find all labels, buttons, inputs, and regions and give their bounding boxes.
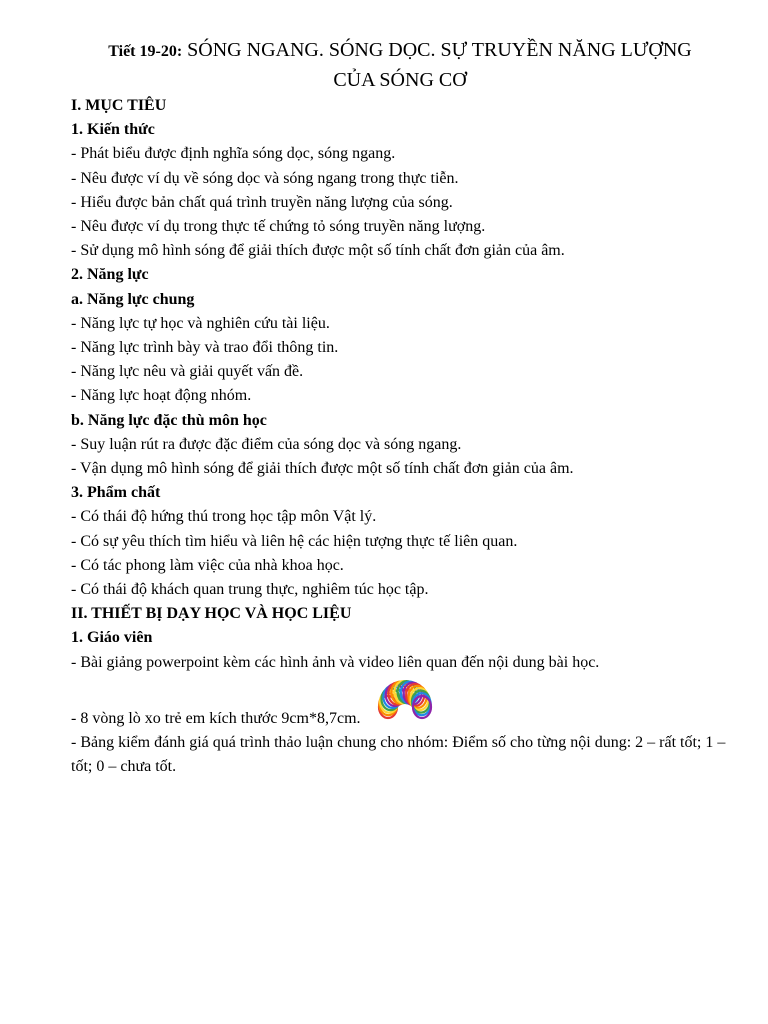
list-item: - Năng lực trình bày và trao đổi thông tin. bbox=[71, 339, 339, 357]
quality-heading: 3. Phẩm chất bbox=[71, 484, 161, 502]
list-item: - Năng lực hoạt động nhóm. bbox=[71, 387, 252, 405]
list-item: - Nêu được ví dụ trong thực tế chứng tỏ sóng truyền năng lượng. bbox=[71, 218, 486, 236]
list-item: - Có thái độ hứng thú trong học tập môn Vật lý. bbox=[71, 508, 377, 526]
specific-ability-heading: b. Năng lực đặc thù môn học bbox=[71, 411, 267, 429]
spring-list-item bbox=[71, 675, 736, 731]
list-item: - Năng lực tự học và nghiên cứu tài liệu. bbox=[71, 314, 330, 332]
list-item: - Có thái độ khách quan trung thực, nghiêm túc học tập. bbox=[71, 581, 429, 599]
list-item: - Vận dụng mô hình sóng để giải thích được một số tính chất đơn giản của âm. bbox=[71, 460, 574, 478]
list-item: - Bảng kiểm đánh giá quá trình thảo luận chung cho nhóm: Điểm số cho từng nội dung: 2 – rất tốt; 1 – tốt; 0 – chưa tốt. bbox=[71, 733, 726, 776]
list-item: - Bài giảng powerpoint kèm các hình ảnh và video liên quan đến nội dung bài học. bbox=[71, 653, 600, 671]
title-main-line2: CỦA SÓNG CƠ bbox=[333, 69, 467, 91]
list-item: - Năng lực nêu và giải quyết vấn đề. bbox=[71, 363, 304, 381]
list-item: - Suy luận rút ra được đặc điểm của sóng dọc và sóng ngang. bbox=[71, 435, 462, 453]
rainbow-slinky-icon bbox=[375, 677, 435, 725]
section2-heading: II. THIẾT BỊ DẠY HỌC VÀ HỌC LIỆU bbox=[71, 605, 352, 623]
section1-heading: I. MỤC TIÊU bbox=[71, 97, 167, 114]
list-item: - Phát biểu được định nghĩa sóng dọc, sóng ngang. bbox=[71, 145, 396, 163]
ability-heading: 2. Năng lực bbox=[71, 266, 149, 284]
title-prefix: Tiết 19-20: bbox=[108, 43, 183, 60]
list-item: - Có tác phong làm việc của nhà khoa học. bbox=[71, 556, 344, 574]
list-item: - 8 vòng lò xo trẻ em kích thước 9cm*8,7cm. bbox=[71, 709, 361, 727]
list-item: - Hiểu được bản chất quá trình truyền năng lượng của sóng. bbox=[71, 193, 453, 211]
teacher-heading: 1. Giáo viên bbox=[71, 629, 153, 647]
lesson-title bbox=[60, 36, 740, 94]
title-main-line1: SÓNG NGANG. SÓNG DỌC. SỰ TRUYỀN NĂNG LƯỢNG bbox=[187, 39, 692, 61]
knowledge-heading: 1. Kiến thức bbox=[71, 121, 155, 139]
list-item: - Sử dụng mô hình sóng để giải thích được một số tính chất đơn giản của âm. bbox=[71, 242, 565, 260]
document-body bbox=[71, 94, 736, 779]
list-item: - Có sự yêu thích tìm hiểu và liên hệ các hiện tượng thực tế liên quan. bbox=[71, 532, 518, 550]
general-ability-heading: a. Năng lực chung bbox=[71, 290, 195, 308]
list-item: - Nêu được ví dụ về sóng dọc và sóng ngang trong thực tiễn. bbox=[71, 169, 459, 187]
